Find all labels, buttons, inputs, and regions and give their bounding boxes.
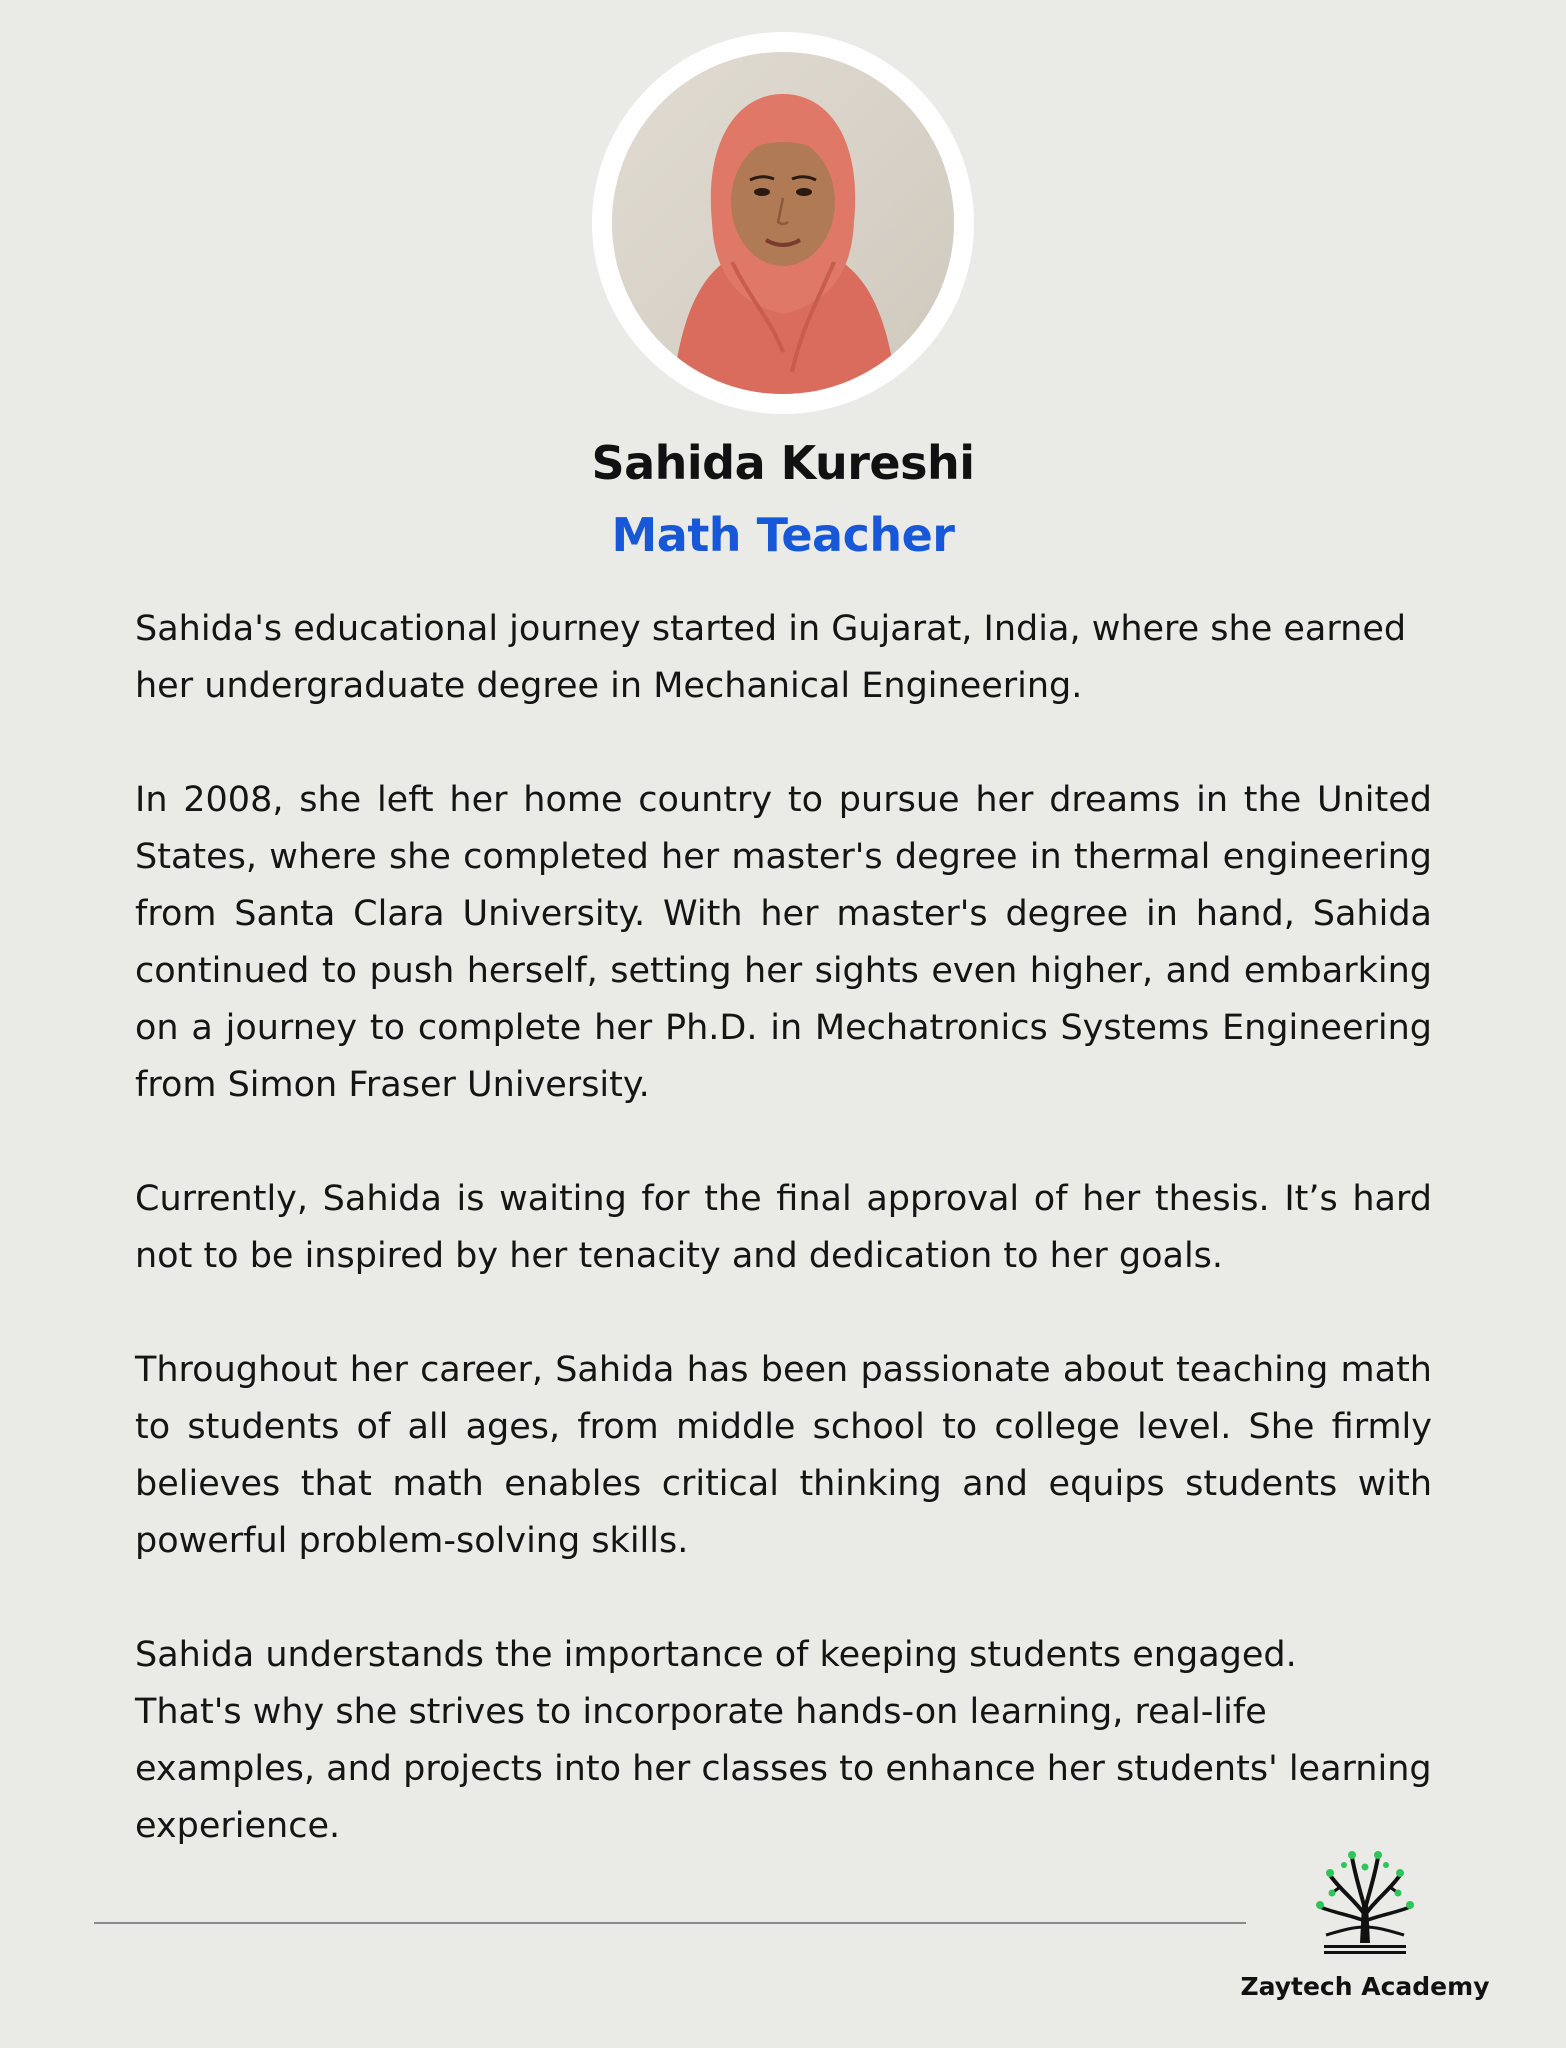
- bio-section: [135, 601, 1432, 1855]
- footer-divider: [94, 1922, 1246, 1924]
- avatar-frame: [592, 32, 974, 414]
- bio-paragraph: Currently, Sahida is waiting for the final approval of her thesis. It’s hard not to be inspired by her tenacity and dedication to her goals.: [135, 1179, 1432, 1276]
- tree-icon: [1310, 1845, 1420, 1957]
- teacher-role: Math Teacher: [611, 508, 955, 562]
- avatar: [612, 52, 954, 394]
- bio-paragraph-first-line: Sahida understands the importance of keeping students engaged.: [135, 1635, 1297, 1675]
- profile-photo: [612, 52, 954, 394]
- teacher-name: Sahida Kureshi: [591, 436, 975, 490]
- bio-paragraph: Sahida's educational journey started in Gujarat, India, where she earned her undergraduate degree in Mechanical Engineering.: [135, 609, 1407, 706]
- bio-paragraph: In 2008, she left her home country to pursue her dreams in the United States, where she completed her master's degree in thermal engineering from Santa Clara University. With her master's degree in hand, Sahida continued to push herself, setting her sights even higher, and embarking on a journey to complete her Ph.D. in Mechatronics Systems Engineering from Simon Fraser University.: [135, 780, 1432, 1105]
- bio-closing-line: That's why she strives to incorporate hands-on learning, real-life examples, and projects into her classes to enhance her students' learning experience.: [135, 1692, 1432, 1846]
- bio-paragraph: Throughout her career, Sahida has been passionate about teaching math to students of all ages, from middle school to college level. She firmly believes that math enables critical thinking and equips students with powerful problem-solving skills.: [135, 1350, 1432, 1561]
- brand-name: Zaytech Academy: [1240, 1972, 1490, 2001]
- bio-paragraph: [135, 1627, 1432, 1855]
